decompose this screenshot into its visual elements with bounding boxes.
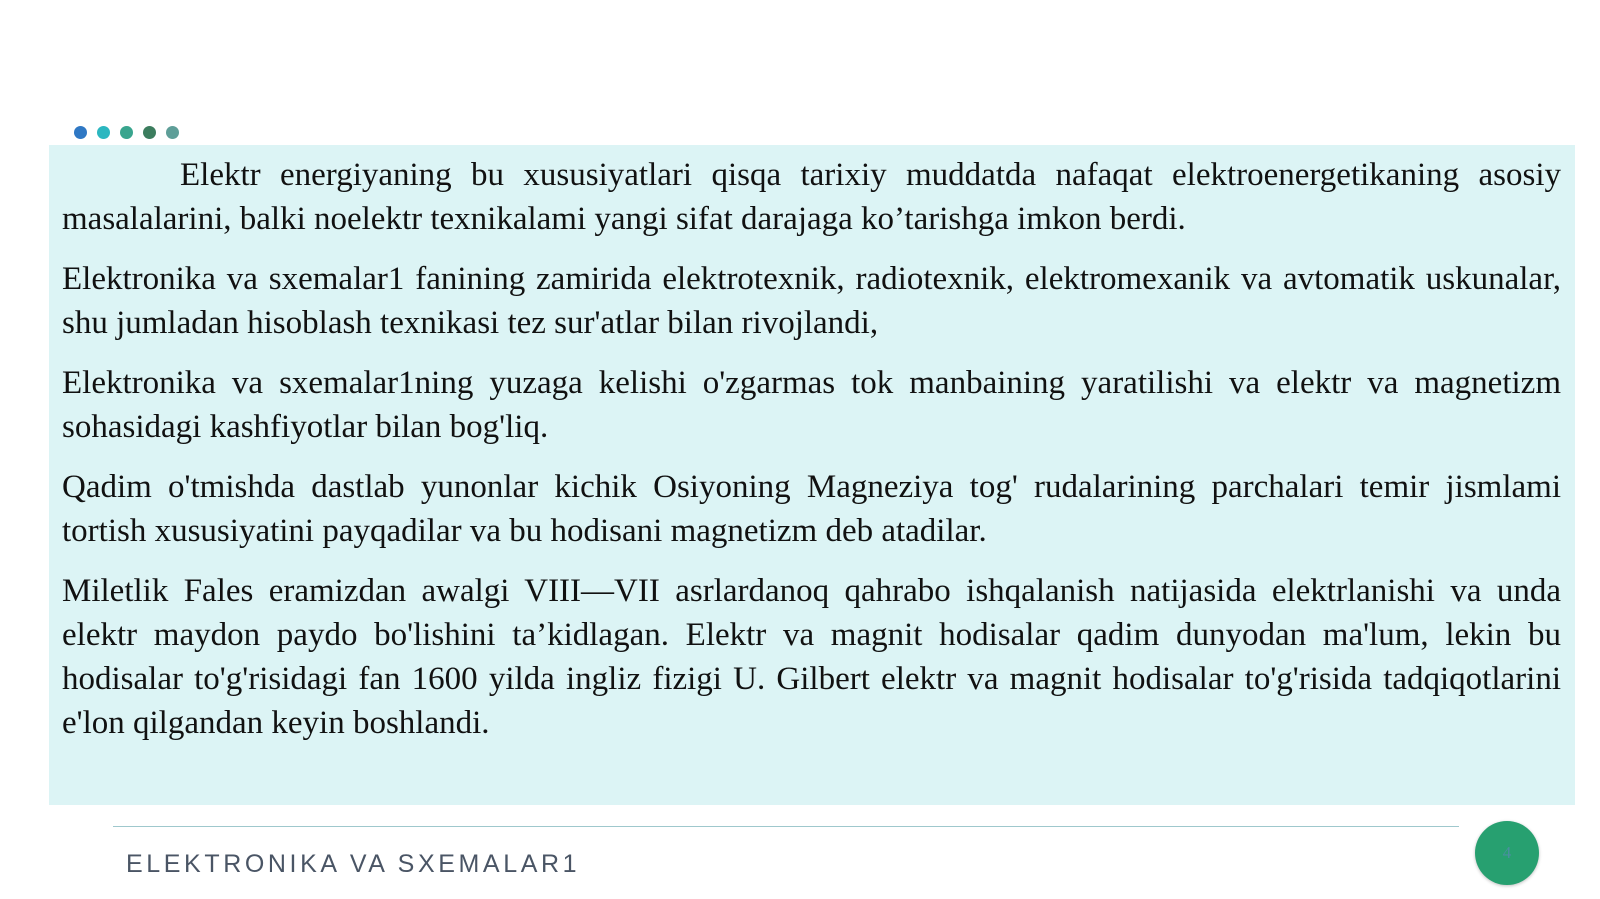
paragraph-3: Elektronika va sxemalar1ning yuzaga kelishi o'zgarmas tok manbaining yaratilishi va elektr va magnetizm sohasidagi kashfiyotlar bilan bog'liq.	[62, 365, 1561, 445]
footer-title: ELEKTRONIKA VA SXEMALAR1	[126, 850, 581, 878]
dot-4	[143, 126, 156, 139]
dot-1	[74, 126, 87, 139]
dot-3	[120, 126, 133, 139]
page-number: 4	[1502, 843, 1512, 862]
dot-2	[97, 126, 110, 139]
footer-divider	[113, 826, 1459, 827]
page-number-badge	[1475, 821, 1539, 885]
slide-content-box	[49, 145, 1575, 805]
paragraph-1: Elektr energiyaning bu xususiyatlari qisqa tarixiy muddatda nafaqat elektroenergetikaning asosiy masalalarini, balki noelektr texnikalami yangi sifat darajaga ko’tarishga imkon berdi.	[62, 157, 1561, 237]
decorative-dots	[74, 126, 179, 139]
paragraph-4: Qadim o'tmishda dastlab yunonlar kichik Osiyoning Magneziya tog' rudalarining parchalari temir jismlami tortish xususiyatini payqadilar va bu hodisani magnetizm deb atadilar.	[62, 469, 1561, 549]
paragraph-2: Elektronika va sxemalar1 fanining zamirida elektrotexnik, radiotexnik, elektromexanik va avtomatik uskunalar, shu jumladan hisoblash texnikasi tez sur'atlar bilan rivojlandi,	[62, 261, 1561, 341]
dot-5	[166, 126, 179, 139]
paragraph-5: Miletlik Fales eramizdan awalgi VIII—VII asrlardanoq qahrabo ishqalanish natijasida elektrlanishi va unda elektr maydon paydo bo'lishini ta’kidlagan. Elektr va magnit hodisalar qadim dunyodan ma'lum, lekin bu hodisalar to'g'risidagi fan 1600 yilda ingliz fizigi U. Gilbert elektr va magnit hodisalar to'g'risida tadqiqotlarini e'lon qilgandan keyin boshlandi.	[62, 573, 1561, 741]
